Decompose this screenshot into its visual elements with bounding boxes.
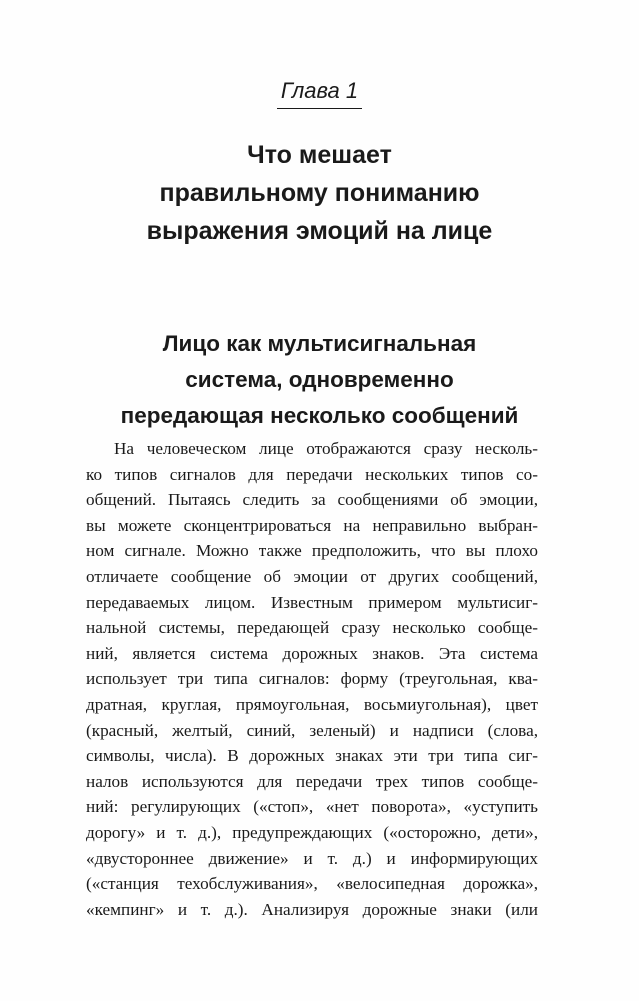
body-line: ном сигнале. Можно также предположить, что вы плохо — [86, 541, 538, 561]
body-line: передаваемых лицом. Известным примером мультисиг- — [86, 592, 538, 612]
body-line: налов используются для передачи трех типов сообще- — [86, 771, 538, 791]
body-line: «кемпинг» и т. д.). Анализируя дорожные знаки (или — [86, 899, 538, 919]
body-line: дорогу» и т. д.), предупреждающих («осторожно, дети», — [86, 822, 538, 842]
body-line: символы, числа). В дорожных знаках эти три типа сиг- — [86, 746, 538, 766]
body-line: общений. Пытаясь следить за сообщениями об эмоции, — [86, 490, 538, 510]
body-line: («станция техобслуживания», «велосипедная дорожка», — [86, 874, 538, 894]
section-title-line: Лицо как мультисигнальная — [162, 331, 477, 356]
body-line: нальной системы, передающей сразу несколько сообще- — [86, 618, 538, 638]
section-title-line: система, одновременно — [185, 367, 454, 392]
chapter-title-line: выражения эмоций на лице — [146, 217, 493, 245]
chapter-label — [0, 76, 639, 109]
body-line: ний, является система дорожных знаков. Эта система — [86, 643, 538, 663]
body-line: ко типов сигналов для передачи нескольких типов со- — [86, 464, 538, 484]
body-line: ний: регулирующих («стоп», «нет поворота», «уступить — [86, 797, 538, 817]
chapter-title-line: Что мешает — [247, 141, 392, 169]
chapter-title — [60, 136, 579, 250]
body-line: использует три типа сигналов: форму (треугольная, ква- — [86, 669, 538, 689]
chapter-title-line: правильному пониманию — [159, 179, 480, 207]
section-title-line: передающая несколько сообщений — [120, 403, 519, 428]
body-line: отличаете сообщение об эмоции от других сообщений, — [86, 566, 538, 586]
section-title — [60, 326, 579, 434]
body-paragraph — [86, 436, 538, 922]
body-line: дратная, круглая, прямоугольная, восьмиугольная), цвет — [86, 694, 538, 714]
body-line: вы можете сконцентрироваться на неправильно выбран- — [86, 515, 538, 535]
chapter-label-text: Глава 1 — [277, 76, 362, 109]
body-line: «двустороннее движение» и т. д.) и информирующих — [86, 848, 538, 868]
body-line: (красный, желтый, синий, зеленый) и надписи (слова, — [86, 720, 538, 740]
body-line: На человеческом лице отображаются сразу несколь- — [114, 439, 538, 458]
